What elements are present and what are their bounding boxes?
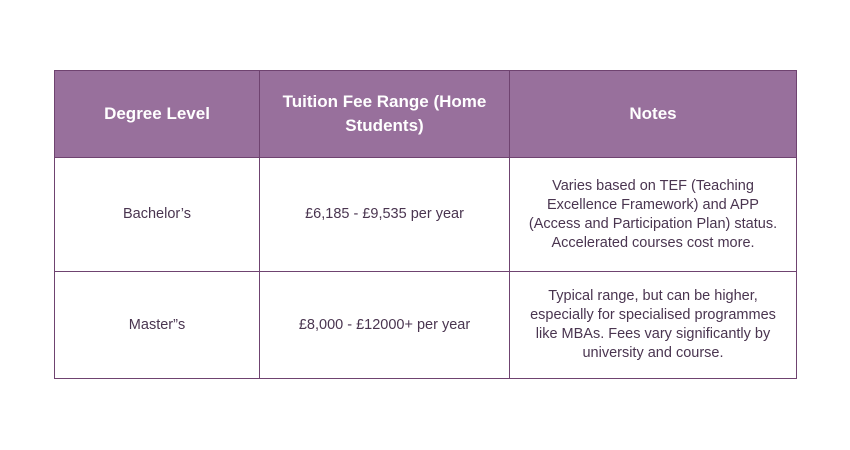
notes-cell: Varies based on TEF (Teaching Excellence Framework) and APP (Access and Participation Plan) status. Accelerated courses cost more. (510, 158, 797, 272)
table-header (55, 71, 797, 158)
table-row (55, 272, 797, 379)
degree-level-cell: Bachelor’s (55, 158, 260, 272)
header-tuition-fee-range: Tuition Fee Range (Home Students) (260, 71, 510, 158)
table-row (55, 158, 797, 272)
header-degree-level: Degree Level (55, 71, 260, 158)
degree-level-cell: Master”s (55, 272, 260, 379)
header-row (55, 71, 797, 158)
notes-cell: Typical range, but can be higher, especially for specialised programmes like MBAs. Fees vary significantly by university and course. (510, 272, 797, 379)
header-notes: Notes (510, 71, 797, 158)
tuition-fee-table (54, 70, 797, 379)
table-body (55, 158, 797, 379)
fee-range-cell: £8,000 - £12000+ per year (260, 272, 510, 379)
fee-range-cell: £6,185 - £9,535 per year (260, 158, 510, 272)
